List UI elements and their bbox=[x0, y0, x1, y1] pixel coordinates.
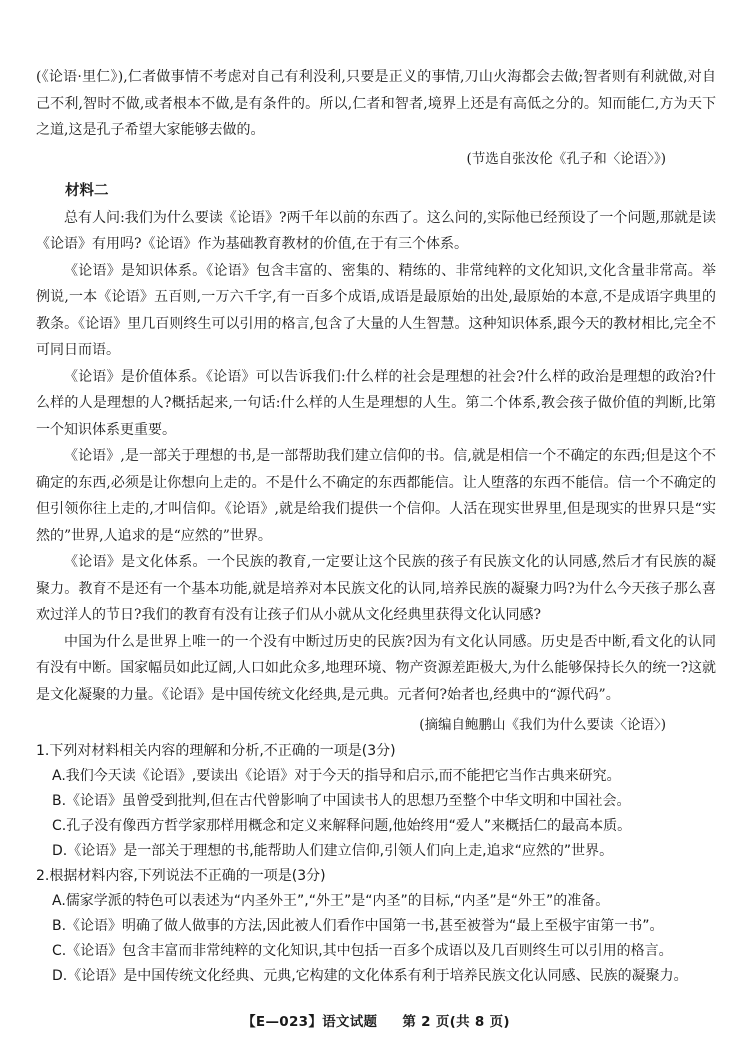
passage-paragraph: 中国为什么是世界上唯一的一个没有中断过历史的民族?因为有文化认同感。历史是否中断,看文化的认同有没有中断。国家幅员如此辽阔,人口如此众多,地理环境、物产资源差距极大,为什么能够保持长久的统一?这就是文化凝聚的力量。《论语》是中国传统文化经典,是元典。元者何?始者也,经典中的“源代码”。 bbox=[36, 633, 716, 703]
option-b[interactable]: B.《论语》明确了做人做事的方法,因此被人们看作中国第一书,甚至被誉为“最上至极宇宙第一书”。 bbox=[52, 917, 664, 934]
option-a[interactable]: A.儒家学派的特色可以表述为“内圣外王”,“外王”是“内圣”的目标,“内圣”是“外王”的准备。 bbox=[52, 892, 610, 909]
source-citation: (摘编自鲍鹏山《我们为什么要读〈论语〉) bbox=[419, 717, 666, 733]
option-a[interactable]: A.我们今天读《论语》,要读出《论语》对于今天的指导和启示,而不能把它当作古典来研究。 bbox=[52, 767, 621, 784]
question-stem: 2.根据材料内容,下列说法不正确的一项是(3分) bbox=[36, 867, 326, 884]
exam-code: 【E—023】语文试题 bbox=[242, 1014, 378, 1030]
passage-paragraph: 《论语》是文化体系。一个民族的教育,一定要让这个民族的孩子有民族文化的认同感,然后才有民族的凝聚力。教育不是还有一个基本功能,就是培养对本民族文化的认同,培养民族的凝聚力吗?为什么今天孩子那么喜欢过洋人的节日?我们的教育有没有让孩子们从小就从文化经典里获得文化认同感? bbox=[36, 554, 716, 623]
option-d[interactable]: D.《论语》是一部关于理想的书,能帮助人们建立信仰,引领人们向上走,追求“应然的”世界。 bbox=[52, 842, 614, 859]
option-c[interactable]: C.《论语》包含丰富而非常纯粹的文化知识,其中包括一百多个成语以及几百则终生可以引用的格言。 bbox=[52, 942, 673, 959]
page-number: 第 2 页(共 8 页) bbox=[402, 1014, 510, 1030]
material-heading: 材料二 bbox=[65, 182, 109, 199]
question-1 bbox=[36, 739, 716, 864]
passage-paragraph: 《论语》是价值体系。《论语》可以告诉我们:什么样的社会是理想的社会?什么样的政治是理想的政治?什么样的人是理想的人?概括起来,一句话:什么样的人生是理想的人生。第二个体系,教会孩子做价值的判断,比第一个知识体系更重要。 bbox=[36, 368, 716, 438]
passage-paragraph: 《论语》是知识体系。《论语》包含丰富的、密集的、精练的、非常纯粹的文化知识,文化含量非常高。举例说,一本《论语》五百则,一万六千字,有一百多个成语,成语是最原始的出处,最原始的本意,不是成语字典里的教条。《论语》里几百则终生可以引用的格言,包含了大量的人生智慧。这种知识体系,跟今天的教材相比,完全不可同日而语。 bbox=[36, 262, 716, 358]
source-citation: (节选自张汝伦《孔子和〈论语〉》) bbox=[466, 150, 666, 167]
question-stem: 1.下列对材料相关内容的理解和分析,不正确的一项是(3分) bbox=[36, 742, 396, 759]
page-footer bbox=[0, 1010, 752, 1030]
option-d[interactable]: D.《论语》是中国传统文化经典、元典,它构建的文化体系有利于培养民族文化认同感、民族的凝聚力。 bbox=[52, 967, 688, 984]
question-2 bbox=[36, 864, 716, 989]
option-b[interactable]: B.《论语》虽曾受到批判,但在古代曾影响了中国读书人的思想乃至整个中华文明和中国社会。 bbox=[52, 792, 631, 809]
option-c[interactable]: C.孔子没有像西方哲学家那样用概念和定义来解释问题,他始终用“爱人”来概括仁的最高本质。 bbox=[52, 817, 632, 834]
passage-paragraph: 总有人问:我们为什么要读《论语》?两千年以前的东西了。这么问的,实际他已经预设了一个问题,那就是读《论语》有用吗?《论语》作为基础教育教材的价值,在于有三个体系。 bbox=[36, 209, 716, 252]
passage-paragraph: 《论语》,是一部关于理想的书,是一部帮助我们建立信仰的书。信,就是相信一个不确定的东西;但是这个不确定的东西,必须是让你想向上走的。不是什么不确定的东西都能信。让人堕落的东西不能信。信一个不确定的但引领你往上走的,才叫信仰。《论语》,就是给我们提供一个信仰。人活在现实世界里,但是现实的世界只是“实然的”世界,人追求的是“应然的”世界。 bbox=[36, 448, 716, 544]
passage-paragraph: (《论语·里仁》),仁者做事情不考虑对自己有利没利,只要是正义的事情,刀山火海都会去做;智者则有利就做,对自己不利,智时不做,或者根本不做,是有条件的。所以,仁者和智者,境界上还是有高低之分的。知而能仁,方为天下之道,这是孔子希望大家能够去做的。 bbox=[36, 69, 716, 138]
